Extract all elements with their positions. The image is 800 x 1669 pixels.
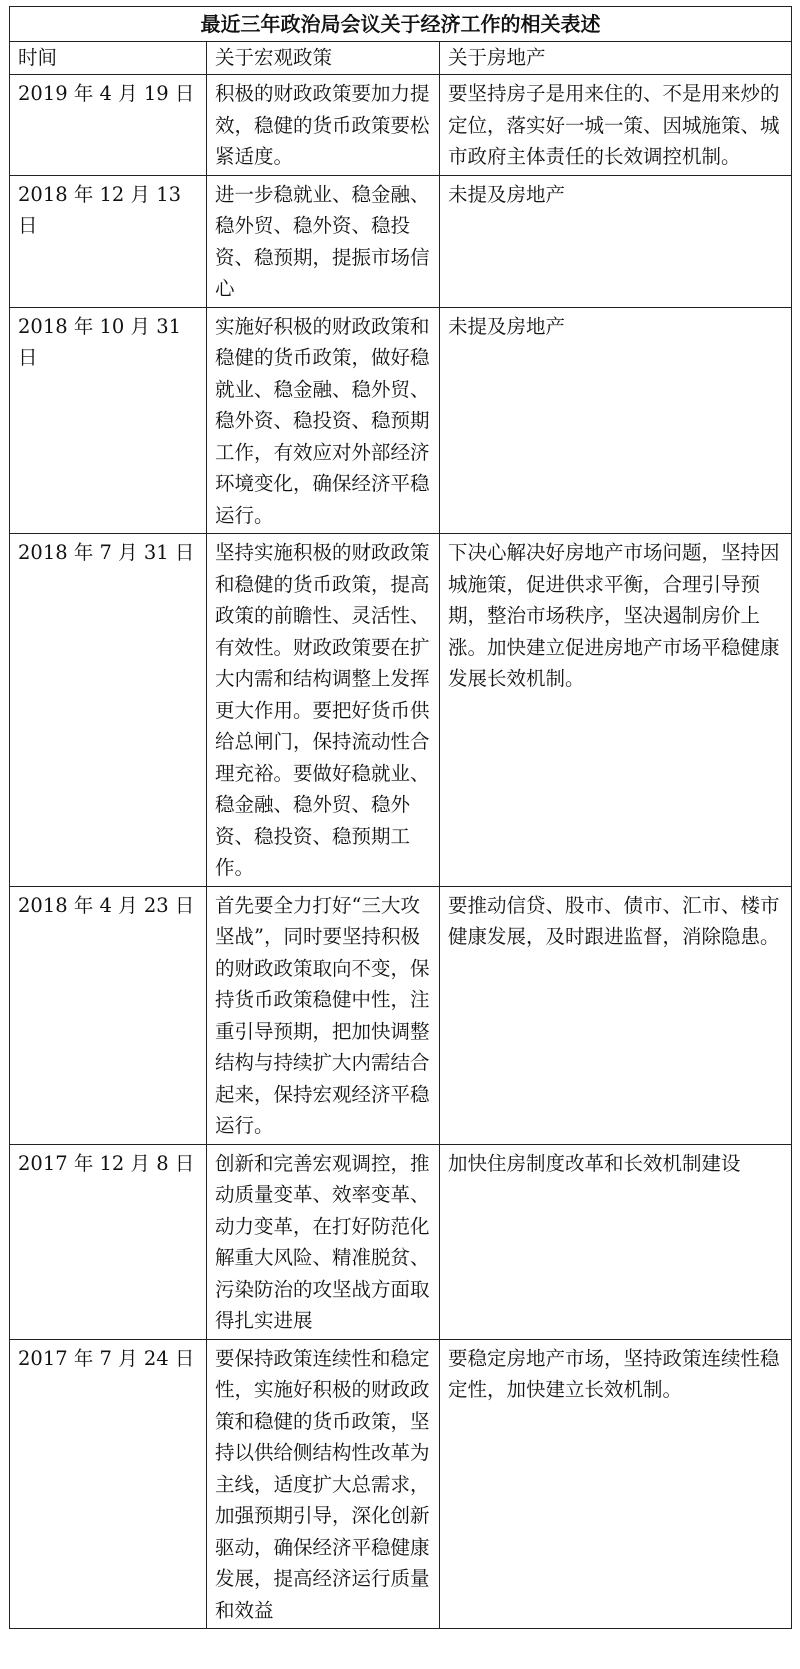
row-date: 2018 年 7 月 31 日 bbox=[10, 534, 207, 887]
row-date: 2019 年 4 月 19 日 bbox=[10, 75, 207, 176]
row-real-estate: 未提及房地产 bbox=[440, 307, 792, 534]
row-macro-policy: 要保持政策连续性和稳定性，实施好积极的财政政策和稳健的货币政策，坚持以供给侧结构性改革为主线，适度扩大总需求，加强预期引导，深化创新驱动，确保经济平稳健康发展，提高经济运行质量和效益 bbox=[207, 1339, 440, 1629]
header-real-estate: 关于房地产 bbox=[440, 42, 792, 75]
table-row bbox=[10, 75, 792, 176]
row-macro-policy: 首先要全力打好“三大攻坚战”，同时要坚持积极的财政政策取向不变，保持货币政策稳健中性，注重引导预期，把加快调整结构与持续扩大内需结合起来，保持宏观经济平稳运行。 bbox=[207, 886, 440, 1144]
title-row bbox=[10, 7, 792, 42]
row-date: 2017 年 12 月 8 日 bbox=[10, 1144, 207, 1339]
header-macro-policy: 关于宏观政策 bbox=[207, 42, 440, 75]
table-row bbox=[10, 175, 792, 307]
row-real-estate: 下决心解决好房地产市场问题，坚持因城施策，促进供求平衡，合理引导预期，整治市场秩序，坚决遏制房价上涨。加快建立促进房地产市场平稳健康发展长效机制。 bbox=[440, 534, 792, 887]
table-row bbox=[10, 534, 792, 887]
header-row bbox=[10, 42, 792, 75]
row-date: 2018 年 10 月 31 日 bbox=[10, 307, 207, 534]
row-macro-policy: 实施好积极的财政政策和稳健的货币政策，做好稳就业、稳金融、稳外贸、稳外资、稳投资、稳预期工作，有效应对外部经济环境变化，确保经济平稳运行。 bbox=[207, 307, 440, 534]
row-real-estate: 要坚持房子是用来住的、不是用来炒的定位，落实好一城一策、因城施策、城市政府主体责任的长效调控机制。 bbox=[440, 75, 792, 176]
header-date: 时间 bbox=[10, 42, 207, 75]
table-title: 最近三年政治局会议关于经济工作的相关表述 bbox=[10, 7, 792, 42]
row-macro-policy: 进一步稳就业、稳金融、稳外贸、稳外资、稳投资、稳预期，提振市场信心 bbox=[207, 175, 440, 307]
table-row bbox=[10, 1339, 792, 1629]
table-row bbox=[10, 886, 792, 1144]
row-date: 2018 年 12 月 13 日 bbox=[10, 175, 207, 307]
policy-table bbox=[9, 6, 792, 1629]
row-macro-policy: 积极的财政政策要加力提效，稳健的货币政策要松紧适度。 bbox=[207, 75, 440, 176]
table-row bbox=[10, 307, 792, 534]
row-date: 2018 年 4 月 23 日 bbox=[10, 886, 207, 1144]
row-date: 2017 年 7 月 24 日 bbox=[10, 1339, 207, 1629]
row-real-estate: 加快住房制度改革和长效机制建设 bbox=[440, 1144, 792, 1339]
table-row bbox=[10, 1144, 792, 1339]
row-macro-policy: 创新和完善宏观调控，推动质量变革、效率变革、动力变革，在打好防范化解重大风险、精准脱贫、污染防治的攻坚战方面取得扎实进展 bbox=[207, 1144, 440, 1339]
row-real-estate: 要稳定房地产市场，坚持政策连续性稳定性，加快建立长效机制。 bbox=[440, 1339, 792, 1629]
row-macro-policy: 坚持实施积极的财政政策和稳健的货币政策，提高政策的前瞻性、灵活性、有效性。财政政策要在扩大内需和结构调整上发挥更大作用。要把好货币供给总闸门，保持流动性合理充裕。要做好稳就业、稳金融、稳外贸、稳外资、稳投资、稳预期工作。 bbox=[207, 534, 440, 887]
row-real-estate: 未提及房地产 bbox=[440, 175, 792, 307]
row-real-estate: 要推动信贷、股市、债市、汇市、楼市健康发展，及时跟进监督，消除隐患。 bbox=[440, 886, 792, 1144]
